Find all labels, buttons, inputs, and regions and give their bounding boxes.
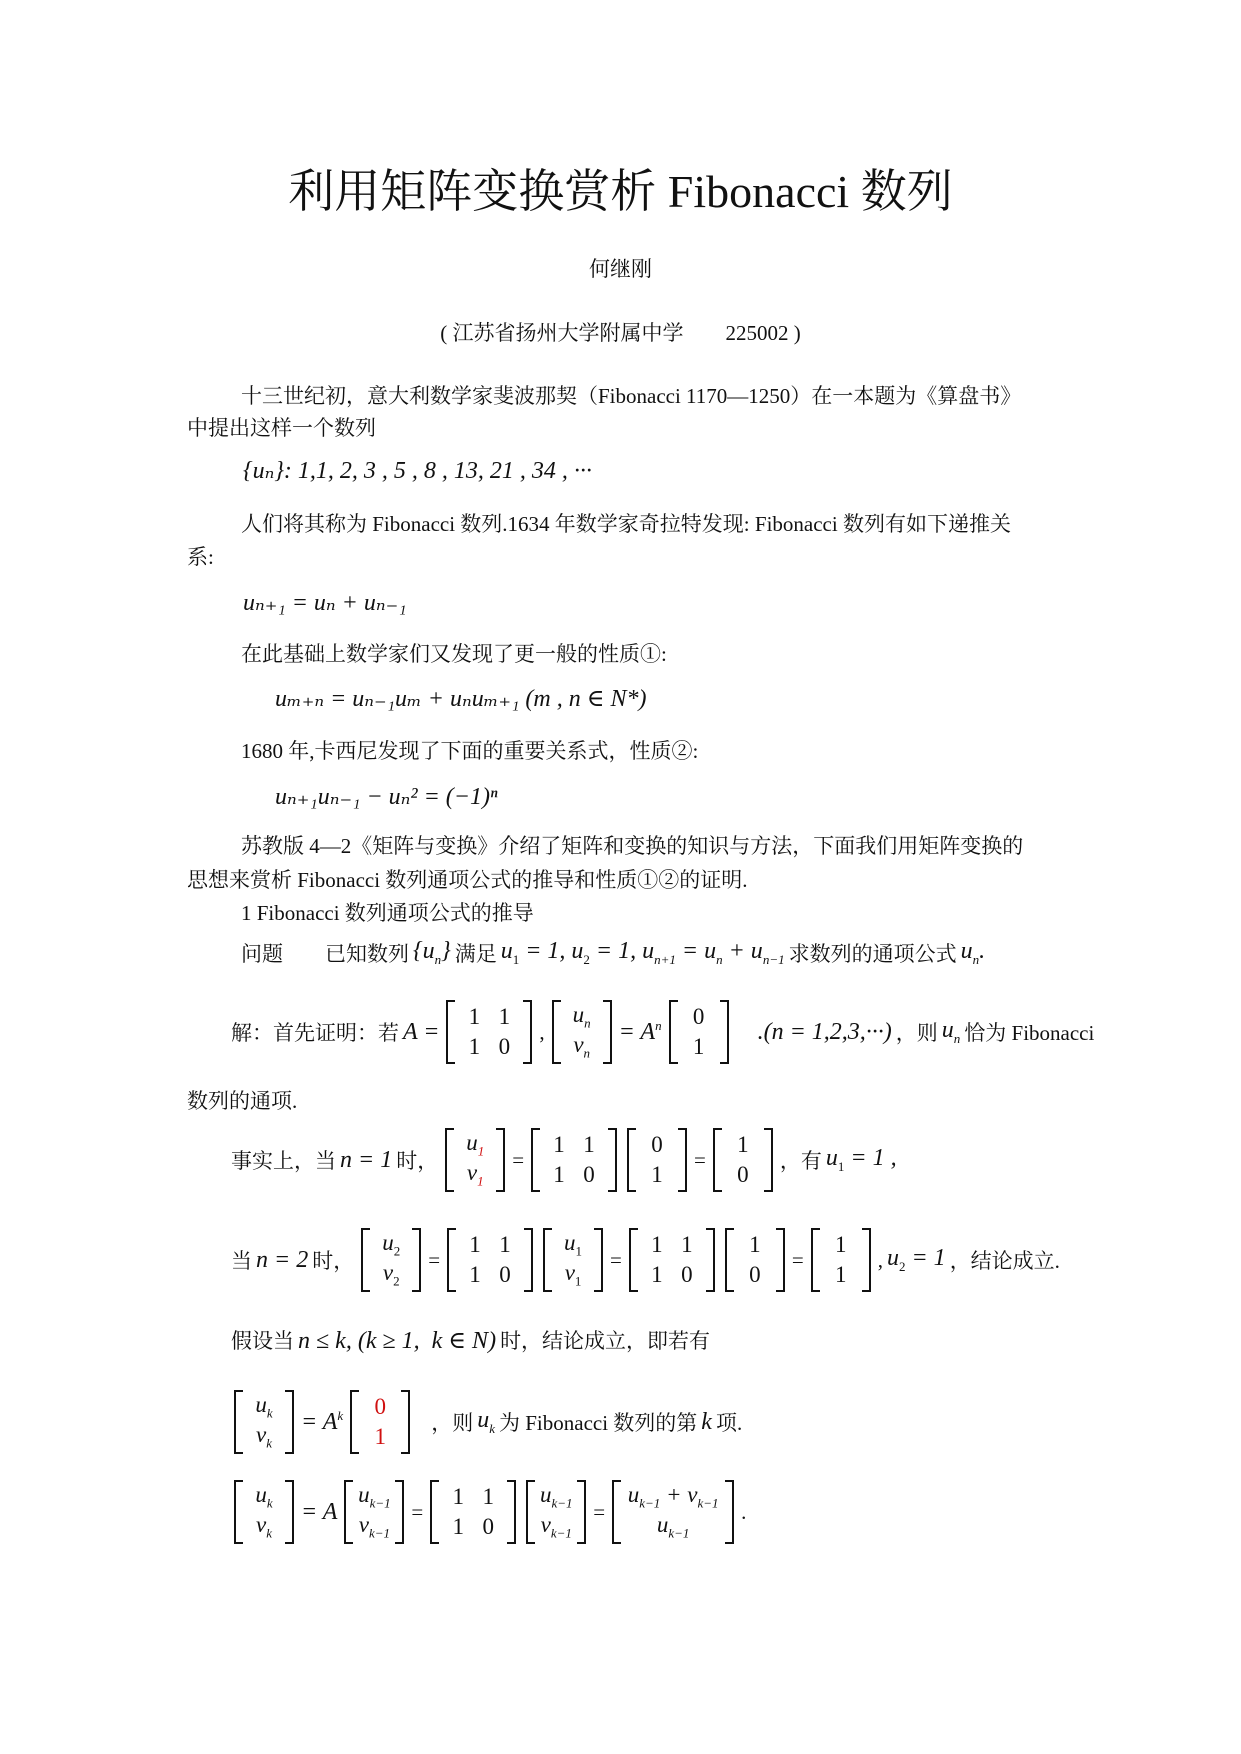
sequence-symbol: $\{u_n\}$ [413,938,451,967]
vector-0-1: 0 1 [669,1000,729,1064]
vector-result: $u_{k-1} + v_{k-1}$ $u_{k-1}$ [612,1480,734,1544]
case2-end: ，结论成立. [949,1249,1060,1273]
case2-prefix: 当 [231,1249,252,1273]
vector-u2-v2: $u_2$ $v_2$ [361,1228,421,1292]
case2-when: 时， [312,1249,355,1273]
n-range: .(n = 1,2,3,···) [757,1018,892,1045]
property2-formula: uₙ₊₁uₙ₋₁ − uₙ² = (−1)ⁿ [275,784,498,810]
fact-prefix: 事实上，当 [231,1149,336,1173]
vector-1-1: 1 1 [811,1228,871,1292]
problem-label: 问题 [241,942,283,966]
vector-uk-1-vk-1: $u_{k-1}$ $v_{k-1}$ [344,1480,404,1544]
vector-un-vn: $u_n$ $v_n$ [552,1000,612,1064]
para5-line-2: 思想来赏析 Fibonacci 数列通项公式的推导和性质①②的证明. [187,868,748,892]
problem-statement [241,938,985,968]
paper-title: 利用矩阵变换赏析 Fibonacci 数列 [288,166,953,217]
induction-text: 假设当 [231,1329,294,1353]
author: 何继刚 [589,257,652,281]
vector-u1-v1-case2: $u_1$ $v_1$ [543,1228,603,1292]
kterm-item: 项. [715,1411,743,1435]
matrix-a-case2b: 1 1 1 0 [629,1228,715,1292]
solution-prefix: 解：首先证明：若 [231,1021,399,1045]
solution-fib: 恰为 Fibonacci [964,1021,1095,1045]
affiliation-name: ( 江苏省扬州大学附属中学 [440,321,684,345]
problem-ask: 求数列的通项公式 [788,942,957,966]
matrix-a-recursive: 1 1 1 0 [430,1480,516,1544]
fact-when: 时， [396,1149,439,1173]
matrix-a: 1 1 1 0 [446,1000,532,1064]
induction-end: 时，结论成立，即若有 [500,1329,711,1353]
solution-line: 解：首先证明：若 A = 1 1 1 0 , $u_n$ $v_n$ = $A^n$ 0 1 .(n = 1,2,3,···) ，则 $u_n$ 恰为 Fibonacci [231,1000,1094,1064]
affiliation [0,317,1241,347]
matrix-a-case2a: 1 1 1 0 [447,1228,533,1292]
para5-line-1: 苏教版 4—2《矩阵与变换》介绍了矩阵和变换的知识与方法，下面我们用矩阵变换的 [241,834,1024,858]
para3: 在此基础上数学家们又发现了更一般的性质①: [241,642,667,666]
kterm-then: ，则 [431,1411,474,1435]
vector-uk-vk-2: $u_k$ $v_k$ [234,1480,294,1544]
vector-u1-v1: $u_1$ $v_1$ [445,1128,505,1192]
recurrence-formula: uₙ₊₁ = uₙ + uₙ₋₁ [243,590,407,616]
kth-term-line: $u_k$ $v_k$ = $A^k$ 0 1 ，则 $u_k$ 为 Fibonacci 数列的第 k 项. [231,1390,742,1454]
solution-line-2: 数列的通项. [187,1089,298,1113]
recursive-relation: $u_k$ $v_k$ = A $u_{k-1}$ $v_{k-1}$ = 1 1 1 0 $u_{k-1}$ $v_{k-1}$ = $u_{k-1} + v_{k-1}$ $u_{k-1}$ . [231,1480,746,1544]
postcode: 225002 ) [725,321,801,345]
problem-cond: 满足 [454,942,497,966]
vector-uk-1-vk-1-b: $u_{k-1}$ $v_{k-1}$ [526,1480,586,1544]
problem-text: 已知数列 [325,942,409,966]
fact-have: ，有 [779,1149,822,1173]
intro-line-1: 十三世纪初，意大利数学家斐波那契（Fibonacci 1170—1250）在一本题为《算盘书》 [241,384,1022,408]
case-n2: 当 n = 2 时， $u_2$ $v_2$ = 1 1 1 0 $u_1$ $v_1$ = 1 1 1 0 1 0 = 1 1 , $u_2 = 1$ ，结论成立. [231,1228,1060,1292]
case-n1: 事实上，当 n = 1 时， $u_1$ $v_1$ = 1 1 1 0 0 1 = 1 0 ，有 $u_1 = 1$ , [231,1128,897,1192]
vector-1-0-case2: 1 0 [725,1228,785,1292]
solution-then: ，则 [895,1021,938,1045]
matrix-a-symbol: A = [403,1018,440,1045]
intro-line-2: 中提出这样一个数列 [187,416,376,440]
para4: 1680 年,卡西尼发现了下面的重要关系式，性质②: [241,739,699,763]
vector-1-0: 1 0 [713,1128,773,1192]
para2-line-1: 人们将其称为 Fibonacci 数列.1634 年数学家奇拉特发现: Fibonacci 数列有如下递推关 [241,512,1011,536]
sequence-formula: {uₙ}: 1,1, 2, 3 , 5 , 8 , 13, 21 , 34 , ··· [243,458,592,484]
induction-line: 假设当 n ≤ k, (k ≥ 1, k ∈ N) 时，结论成立，即若有 [231,1325,710,1355]
vector-0-1-red: 0 1 [350,1390,410,1454]
property1-formula: uₘ₊ₙ = uₙ₋₁uₘ + uₙuₘ₊₁ (m , n ∈ N*) [275,686,647,712]
para2-line-2: 系: [187,545,214,569]
vector-uk-vk: $u_k$ $v_k$ [234,1390,294,1454]
matrix-a-case1: 1 1 1 0 [531,1128,617,1192]
section-1-heading: 1 Fibonacci 数列通项公式的推导 [241,901,534,925]
vector-0-1-case1: 0 1 [627,1128,687,1192]
general-term: $u_n$. [960,938,986,967]
initial-conditions: $u_1 = 1$, $u_2 = 1$, $u_{n+1} = u_n + u_{n-1}$ [500,938,785,967]
kterm-end: 为 Fibonacci 数列的第 [498,1411,698,1435]
